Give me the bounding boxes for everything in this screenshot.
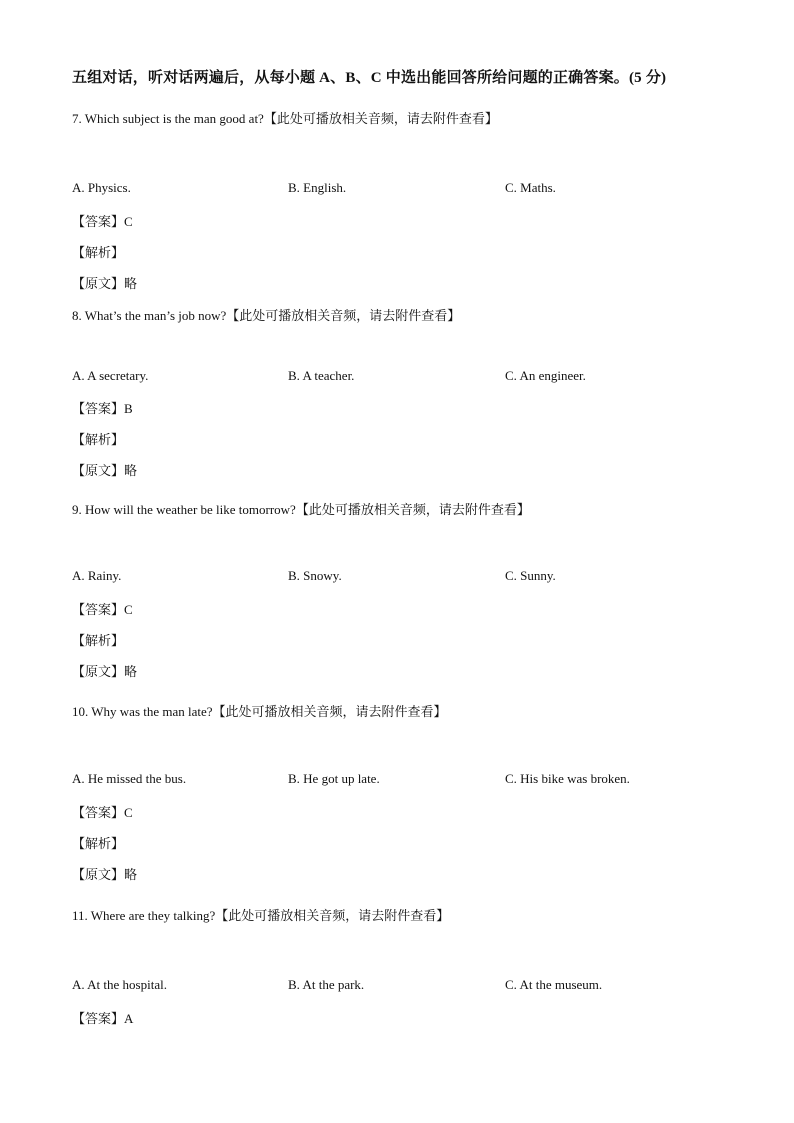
question-7-option-b: B. English. [288,180,347,195]
question-8-text: 8. What’s the man’s job now?【此处可播放相关音频，请去附件查看】 [72,308,461,323]
answer-label: 【答案】 [72,1011,125,1026]
question-11-text: 11. Where are they talking?【此处可播放相关音频，请去附件查看】 [72,908,450,923]
question-10-text: 10. Why was the man late?【此处可播放相关音频，请去附件查看】 [72,704,447,719]
question-10-option-b: B. He got up late. [288,771,380,786]
original-label: 【原文】 [72,463,125,478]
answer-label: 【答案】 [72,214,125,229]
question-9-option-b: B. Snowy. [288,568,342,583]
question-9-text: 9. How will the weather be like tomorrow?【此处可播放相关音频，请去附件查看】 [72,502,530,517]
question-9-option-a: A. Rainy. [72,568,122,583]
original-value: 略 [124,463,138,478]
answer-value: B [124,401,133,416]
answer-value: C [124,602,133,617]
question-11-option-b: B. At the park. [288,977,365,992]
question-10-option-a: A. He missed the bus. [72,771,187,786]
question-10-answer [72,802,133,821]
question-7-analysis [72,242,124,261]
question-7-option-a: A. Physics. [72,180,131,195]
question-10-analysis [72,833,124,852]
question-7-option-c: C. Maths. [505,180,556,195]
question-8-answer [72,398,133,417]
question-8-analysis [72,429,124,448]
answer-label: 【答案】 [72,602,125,617]
answer-value: C [124,805,133,820]
analysis-label: 【解析】 [72,836,125,851]
question-7-answer [72,211,133,230]
question-9-option-c: C. Sunny. [505,568,556,583]
question-8-option-c: C. An engineer. [505,368,586,383]
question-11-option-a: A. At the hospital. [72,977,167,992]
original-value: 略 [124,664,138,679]
question-11-option-c: C. At the museum. [505,977,603,992]
original-label: 【原文】 [72,276,125,291]
original-value: 略 [124,867,138,882]
answer-value: A [124,1011,134,1026]
question-8-option-a: A. A secretary. [72,368,149,383]
analysis-label: 【解析】 [72,432,125,447]
answer-label: 【答案】 [72,401,125,416]
question-10-original [72,864,137,883]
answer-value: C [124,214,133,229]
question-7-text: 7. Which subject is the man good at?【此处可播放相关音频，请去附件查看】 [72,111,498,126]
question-8-option-b: B. A teacher. [288,368,355,383]
question-9-answer [72,599,133,618]
analysis-label: 【解析】 [72,245,125,260]
question-9-analysis [72,630,124,649]
question-10-option-c: C. His bike was broken. [505,771,630,786]
question-8-original [72,460,137,479]
answer-label: 【答案】 [72,805,125,820]
original-label: 【原文】 [72,867,125,882]
original-value: 略 [124,276,138,291]
question-9-original [72,661,137,680]
section-instructions: 五组对话，听对话两遍后，从每小题 A、B、C 中选出能回答所给问题的正确答案。(5 分) [72,70,667,86]
original-label: 【原文】 [72,664,125,679]
question-11-answer [72,1008,133,1027]
analysis-label: 【解析】 [72,633,125,648]
question-7-original [72,273,137,292]
